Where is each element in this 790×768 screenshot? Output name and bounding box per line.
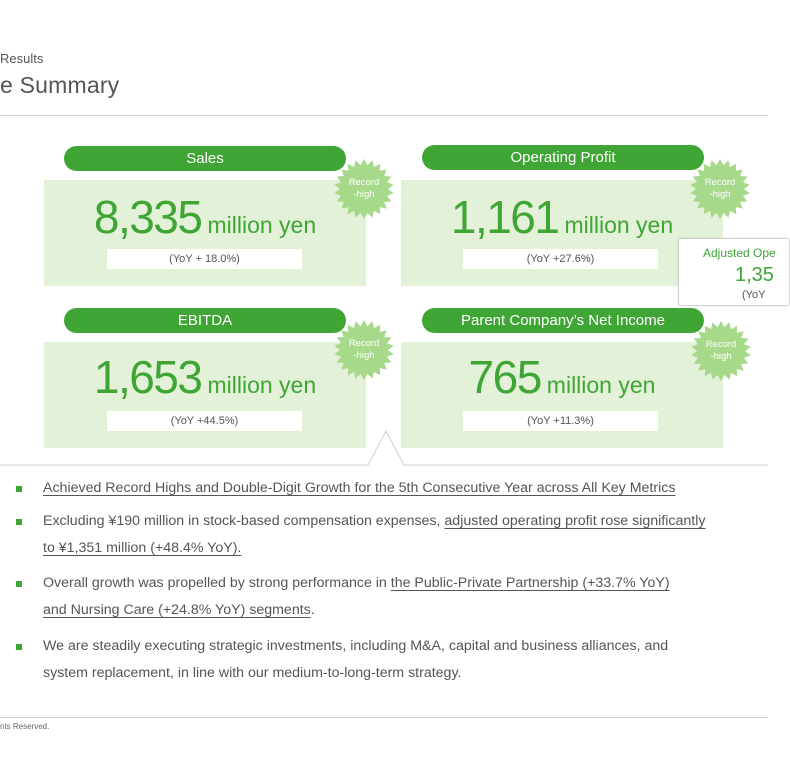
adjusted-yoy: (YoY [742,289,766,301]
sales-metric [44,190,366,244]
badge-label: Record -high [348,338,380,361]
bullet-icon [16,581,22,587]
ebitda-record-badge [333,319,395,381]
callout-divider [0,425,768,470]
ebitda-unit: million yen [207,372,317,398]
sales-record-badge [333,158,395,220]
bullet-icon [16,519,22,525]
adjusted-label: Adjusted Ope [703,246,776,260]
adjusted-operating-profit-box [678,238,790,306]
sales-unit: million yen [207,212,317,238]
bullet-item-3: Overall growth was propelled by strong performance in the Public-Private Partnership (+33.7% YoY) and Nursing Care (+24.8% YoY) segments. [43,575,670,618]
bullet-icon [16,644,22,650]
operating-profit-yoy: (YoY +27.6%) [463,249,658,269]
badge-label: Record -high [704,177,736,200]
bullet-item-1: Achieved Record Highs and Double-Digit Growth for the 5th Consecutive Year across All Key Metrics [43,480,676,496]
operating-profit-record-badge [689,158,751,220]
bullet-item-2: Excluding ¥190 million in stock-based compensation expenses, adjusted operating profit rose significantly to ¥1,351 million (+48.4% YoY). [43,513,706,556]
ebitda-label: EBITDA [64,308,346,333]
badge-label: Record -high [348,177,380,200]
net-income-yoy: (YoY +11.3%) [463,411,658,431]
net-income-metric [401,350,723,404]
copyright-text: nts Reserved. [0,722,50,731]
sales-yoy: (YoY + 18.0%) [107,249,302,269]
net-income-label: Parent Company’s Net Income [422,308,704,333]
operating-profit-unit: million yen [564,212,674,238]
operating-profit-metric [401,190,723,244]
bullet-item-4: We are steadily executing strategic investments, including M&A, capital and business alliances, and system replacement, in line with our medium-to-long-term strategy. [43,638,669,681]
sales-label: Sales [64,146,346,171]
page-title: e Summary [0,72,120,98]
net-income-record-badge [690,320,752,382]
net-income-unit: million yen [546,372,656,398]
ebitda-value: 1,653 [93,351,202,403]
ebitda-metric [44,350,366,404]
ebitda-yoy: (YoY +44.5%) [107,411,302,431]
footer-divider [0,717,768,718]
operating-profit-value: 1,161 [450,191,559,243]
operating-profit-label: Operating Profit [422,145,704,170]
header-divider [0,115,768,116]
net-income-value: 765 [468,351,541,403]
breadcrumb: Results [0,51,44,66]
adjusted-value: 1,35 [735,264,774,286]
sales-value: 8,335 [93,191,202,243]
badge-label: Record -high [705,339,737,362]
bullet-icon [16,486,22,492]
